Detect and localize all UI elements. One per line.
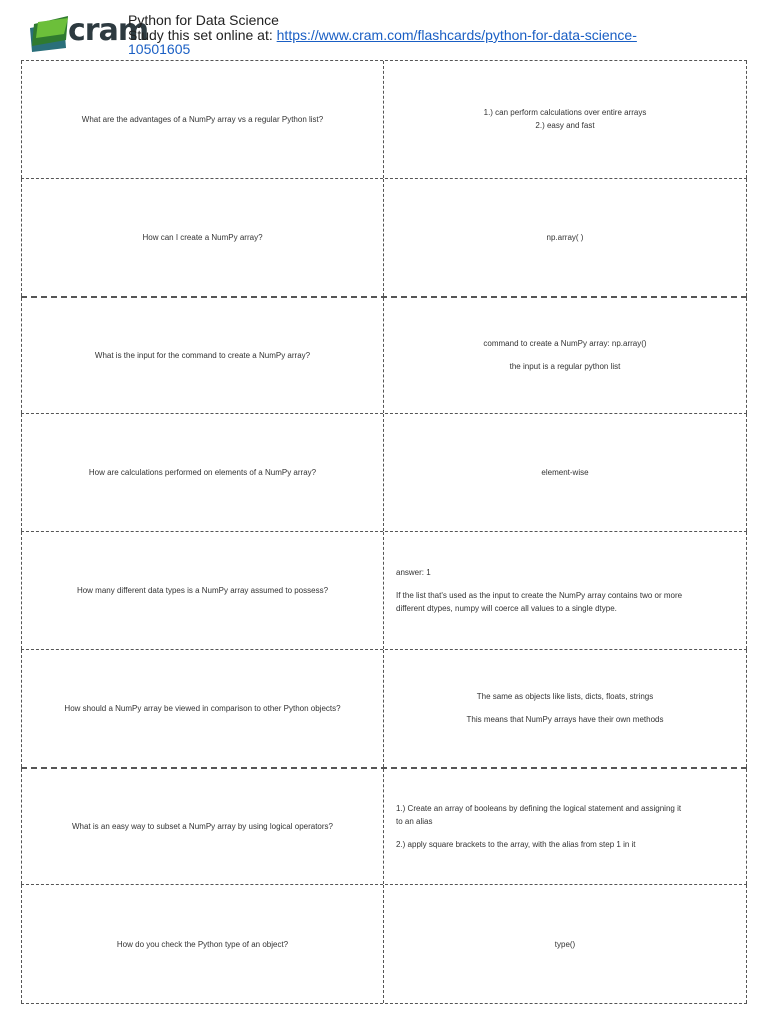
study-online-link-continued[interactable]: 10501605 [128, 41, 191, 57]
flashcard-question: How should a NumPy array be viewed in comparison to other Python objects? [21, 650, 383, 767]
flashcard-answer [383, 298, 747, 414]
answer-line: to an alias [396, 816, 433, 826]
flashcard-answer [383, 61, 747, 178]
flashcard-answer [383, 885, 747, 1003]
answer-line: different dtypes, numpy will coerce all values to a single dtype. [396, 603, 617, 613]
flashcard-answer [383, 179, 747, 296]
flashcard-grid [21, 60, 747, 1004]
flashcard-answer [383, 650, 747, 767]
flashcard-question: What is the input for the command to create a NumPy array? [21, 298, 383, 414]
flashcard-question: How are calculations performed on elements of a NumPy array? [21, 414, 383, 531]
answer-line: The same as objects like lists, dicts, floats, strings [476, 692, 654, 702]
flashcard-question: How can I create a NumPy array? [21, 179, 383, 296]
flashcard-row [21, 767, 747, 885]
answer-line: 2.) apply square brackets to the array, with the alias from step 1 in it [396, 839, 636, 849]
study-online-line [128, 28, 637, 43]
answer-line: If the list that's used as the input to create the NumPy array contains two or more [396, 590, 683, 600]
answer-line: 1.) Create an array of booleans by defining the logical statement and assigning it [396, 803, 682, 813]
answer-line: np.array( ) [546, 232, 584, 242]
flashcard-row [21, 413, 747, 531]
flashcard-answer [383, 769, 747, 885]
flashcard-row [21, 178, 747, 296]
study-online-label: Study this set online at: [128, 27, 277, 43]
answer-line: the input is a regular python list [509, 362, 621, 372]
flashcard-question: What are the advantages of a NumPy array vs a regular Python list? [21, 61, 383, 178]
answer-line: 1.) can perform calculations over entire arrays [483, 108, 647, 118]
page-header [0, 0, 768, 58]
answer-line: 2.) easy and fast [535, 121, 595, 131]
answer-line: This means that NumPy arrays have their own methods [466, 715, 664, 725]
answer-line: command to create a NumPy array: np.array() [483, 339, 647, 349]
flashcard-row [21, 649, 747, 767]
answer-line: type() [554, 939, 576, 949]
cram-logo-text: cram [68, 13, 149, 48]
flashcard-row [21, 60, 747, 178]
flashcard-row [21, 296, 747, 414]
flashcard-row [21, 531, 747, 649]
flashcard-question: How do you check the Python type of an object? [21, 885, 383, 1003]
study-online-link[interactable]: https://www.cram.com/flashcards/python-for-data-science- [276, 27, 637, 43]
flashcard-answer [383, 414, 747, 531]
flashcard-question: What is an easy way to subset a NumPy array by using logical operators? [21, 769, 383, 885]
answer-line: answer: 1 [396, 567, 431, 577]
flashcard-row [21, 884, 747, 1004]
answer-line: element-wise [541, 468, 589, 478]
flashcard-question: How many different data types is a NumPy array assumed to possess? [21, 532, 383, 649]
flashcard-answer [383, 532, 747, 649]
set-title: Python for Data Science [128, 12, 279, 28]
